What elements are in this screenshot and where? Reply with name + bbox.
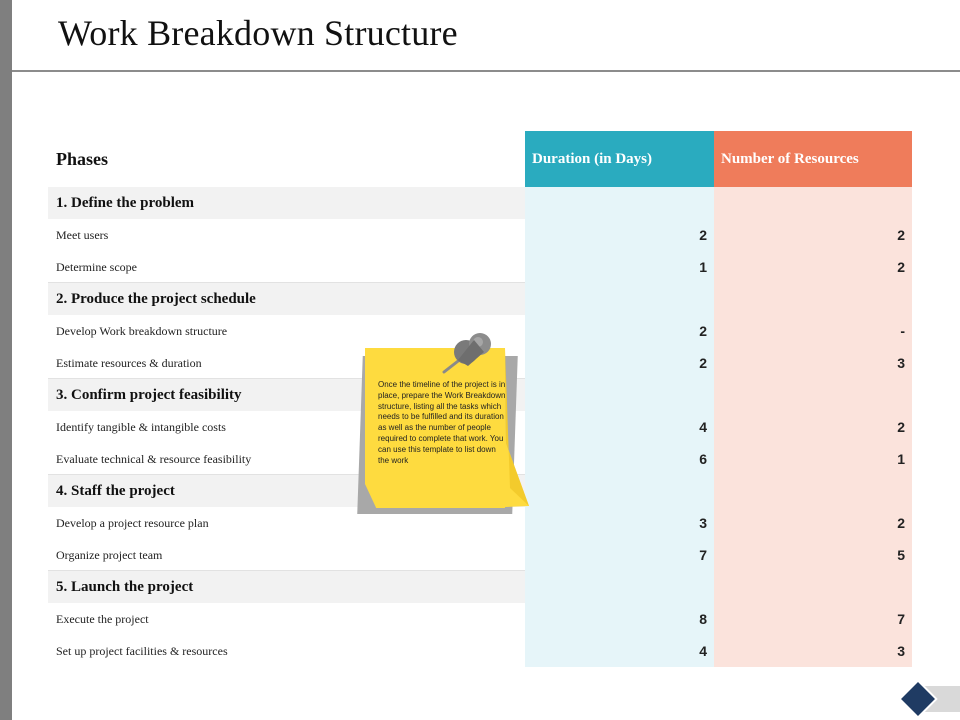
task-name-cell [48, 635, 525, 667]
resources-cell [714, 603, 912, 635]
duration-cell [525, 539, 714, 571]
page-title: Work Breakdown Structure [58, 13, 458, 53]
phase-name: 2. Produce the project schedule [56, 290, 256, 307]
table-header-row [48, 131, 912, 187]
duration-cell [525, 443, 714, 475]
phase-name: 1. Define the problem [56, 194, 195, 211]
task-name: Estimate resources & duration [56, 355, 202, 370]
task-name-cell [48, 219, 525, 251]
resources-cell [714, 315, 912, 347]
duration-value: 8 [699, 611, 707, 627]
phase-name: 3. Confirm project feasibility [56, 386, 242, 403]
phase-name: 4. Staff the project [56, 482, 175, 499]
resources-value: 5 [897, 547, 905, 563]
resources-value: 2 [897, 259, 905, 275]
duration-cell [525, 603, 714, 635]
task-name: Evaluate technical & resource feasibility [56, 451, 252, 466]
phase-name-cell [48, 283, 525, 315]
resources-cell [714, 187, 912, 219]
resources-cell [714, 283, 912, 315]
phase-row [48, 283, 912, 315]
duration-value: 1 [699, 259, 707, 275]
task-name: Execute the project [56, 611, 149, 626]
duration-value: 6 [699, 451, 707, 467]
task-name: Set up project facilities & resources [56, 643, 228, 658]
task-name: Determine scope [56, 259, 137, 274]
phase-row [48, 571, 912, 603]
duration-cell [525, 315, 714, 347]
duration-value: 2 [699, 355, 707, 371]
resources-cell [714, 347, 912, 379]
duration-cell [525, 219, 714, 251]
resources-value: 2 [897, 227, 905, 243]
task-name: Identify tangible & intangible costs [56, 419, 226, 434]
duration-cell [525, 283, 714, 315]
resources-cell [714, 443, 912, 475]
duration-cell [525, 379, 714, 411]
resources-cell [714, 379, 912, 411]
duration-cell [525, 507, 714, 539]
phases-header-label: Phases [56, 148, 109, 169]
duration-cell [525, 251, 714, 283]
task-name-cell [48, 251, 525, 283]
phase-name-cell [48, 187, 525, 219]
resources-value: 2 [897, 515, 905, 531]
duration-value: 7 [699, 547, 707, 563]
resources-value: 3 [897, 643, 905, 659]
task-name: Develop a project resource plan [56, 515, 209, 530]
phase-row [48, 187, 912, 219]
task-row [48, 219, 912, 251]
next-slide-arrow-icon[interactable] [894, 678, 960, 720]
duration-cell [525, 475, 714, 507]
duration-value: 4 [699, 419, 707, 435]
left-accent-bar [0, 0, 12, 720]
task-row [48, 635, 912, 667]
task-row [48, 603, 912, 635]
task-name: Organize project team [56, 547, 163, 562]
duration-cell [525, 411, 714, 443]
duration-value: 3 [699, 515, 707, 531]
duration-value: 2 [699, 323, 707, 339]
resources-value: 2 [897, 419, 905, 435]
resources-value: 3 [897, 355, 905, 371]
task-name-cell [48, 603, 525, 635]
phases-header [48, 131, 525, 187]
push-pin-icon [440, 330, 496, 378]
resources-cell [714, 507, 912, 539]
resources-cell [714, 251, 912, 283]
resources-value: 7 [897, 611, 905, 627]
duration-cell [525, 571, 714, 603]
task-name: Develop Work breakdown structure [56, 323, 228, 338]
phase-name-cell [48, 571, 525, 603]
resources-cell [714, 539, 912, 571]
resources-cell [714, 635, 912, 667]
duration-header: Duration (in Days) [525, 131, 714, 187]
title-divider [12, 70, 960, 72]
duration-cell [525, 347, 714, 379]
task-row [48, 539, 912, 571]
sticky-note-text: Once the timeline of the project is in place, prepare the Work Breakdown structure, listing all the tasks which needs to be fulfilled and its duration as well as the number of people required to complete that work. You can use this template to list down the work [378, 380, 506, 465]
phase-name: 5. Launch the project [56, 578, 194, 595]
resources-cell [714, 571, 912, 603]
resources-cell [714, 411, 912, 443]
duration-value: 4 [699, 643, 707, 659]
duration-cell [525, 187, 714, 219]
task-row [48, 251, 912, 283]
resources-header: Number of Resources [714, 131, 912, 187]
duration-value: 2 [699, 227, 707, 243]
resources-cell [714, 219, 912, 251]
task-name: Meet users [56, 227, 109, 242]
resources-value: 1 [897, 451, 905, 467]
resources-cell [714, 475, 912, 507]
task-name-cell [48, 539, 525, 571]
duration-cell [525, 635, 714, 667]
resources-value: - [900, 323, 905, 339]
